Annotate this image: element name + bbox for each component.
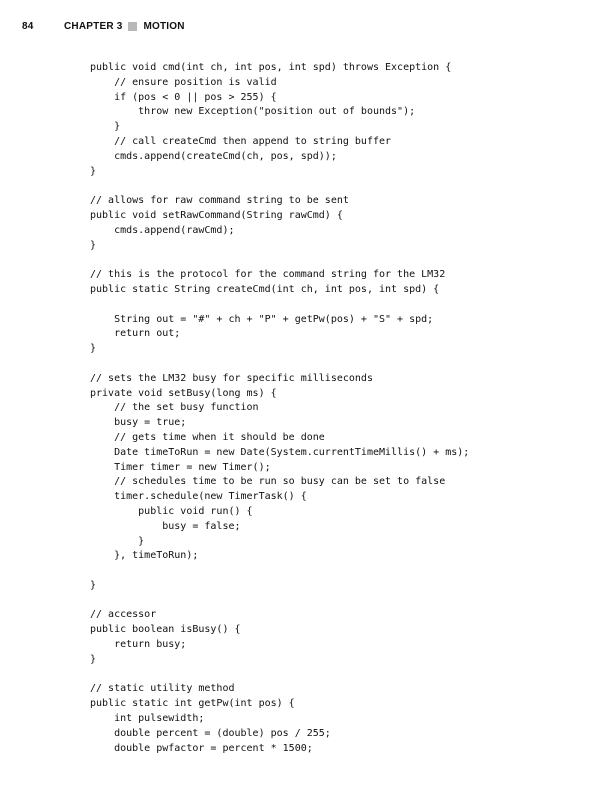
- code-line: int pulsewidth;: [90, 713, 205, 725]
- code-line: [90, 253, 580, 268]
- code-line: public void setRawCommand(String rawCmd) {: [90, 209, 343, 221]
- code-line: cmds.append(createCmd(ch, pos, spd));: [90, 150, 337, 162]
- code-line: double pwfactor = percent * 1500;: [90, 742, 313, 754]
- code-line: [90, 594, 580, 609]
- code-line: public void run() {: [90, 505, 253, 517]
- code-line: // static utility method: [90, 683, 235, 695]
- code-line: public void cmd(int ch, int pos, int spd) throws Exception {: [90, 62, 452, 73]
- code-line: busy = false;: [90, 520, 241, 532]
- code-line: // accessor: [90, 609, 157, 621]
- page-number: 84: [22, 20, 34, 32]
- square-separator-icon: [128, 22, 137, 31]
- code-line: Timer timer = new Timer();: [90, 461, 271, 473]
- code-line: // this is the protocol for the command string for the LM32: [90, 269, 446, 281]
- code-line: throw new Exception("position out of bounds");: [90, 106, 416, 118]
- code-line: double percent = (double) pos / 255;: [90, 727, 331, 739]
- code-line: }: [90, 343, 97, 355]
- code-line: return busy;: [90, 639, 187, 651]
- code-line: [90, 298, 580, 313]
- code-line: return out;: [90, 328, 181, 340]
- code-line: // the set busy function: [90, 402, 259, 414]
- code-line: }: [90, 165, 97, 177]
- code-line: String out = "#" + ch + "P" + getPw(pos) + "S" + spd;: [90, 313, 434, 325]
- code-line: // ensure position is valid: [90, 76, 277, 88]
- code-line: [90, 357, 580, 372]
- code-line: public static String createCmd(int ch, int pos, int spd) {: [90, 283, 440, 295]
- code-line: busy = true;: [90, 417, 187, 429]
- code-line: if (pos < 0 || pos > 255) {: [90, 91, 277, 103]
- code-line: [90, 179, 580, 194]
- code-line: public boolean isBusy() {: [90, 624, 241, 636]
- code-line: // schedules time to be run so busy can be set to false: [90, 476, 446, 488]
- code-line: // allows for raw command string to be sent: [90, 195, 349, 207]
- chapter-title: MOTION: [143, 20, 185, 32]
- code-line: }, timeToRun);: [90, 550, 199, 562]
- code-line: private void setBusy(long ms) {: [90, 387, 277, 399]
- chapter-label: CHAPTER 3: [64, 20, 123, 32]
- code-line: [90, 668, 580, 683]
- code-line: Date timeToRun = new Date(System.currentTimeMillis() + ms);: [90, 446, 470, 458]
- code-line: }: [90, 653, 97, 665]
- code-line: timer.schedule(new TimerTask() {: [90, 491, 307, 503]
- code-listing: [90, 61, 580, 756]
- code-line: // call createCmd then append to string buffer: [90, 135, 392, 147]
- code-line: [90, 564, 580, 579]
- code-line: // gets time when it should be done: [90, 431, 325, 443]
- page-header: [22, 18, 185, 34]
- code-line: public static int getPw(int pos) {: [90, 698, 295, 710]
- code-line: }: [90, 121, 121, 133]
- code-line: // sets the LM32 busy for specific milliseconds: [90, 372, 373, 384]
- code-line: }: [90, 535, 145, 547]
- code-line: }: [90, 239, 97, 251]
- code-line: }: [90, 579, 97, 591]
- code-line: cmds.append(rawCmd);: [90, 224, 235, 236]
